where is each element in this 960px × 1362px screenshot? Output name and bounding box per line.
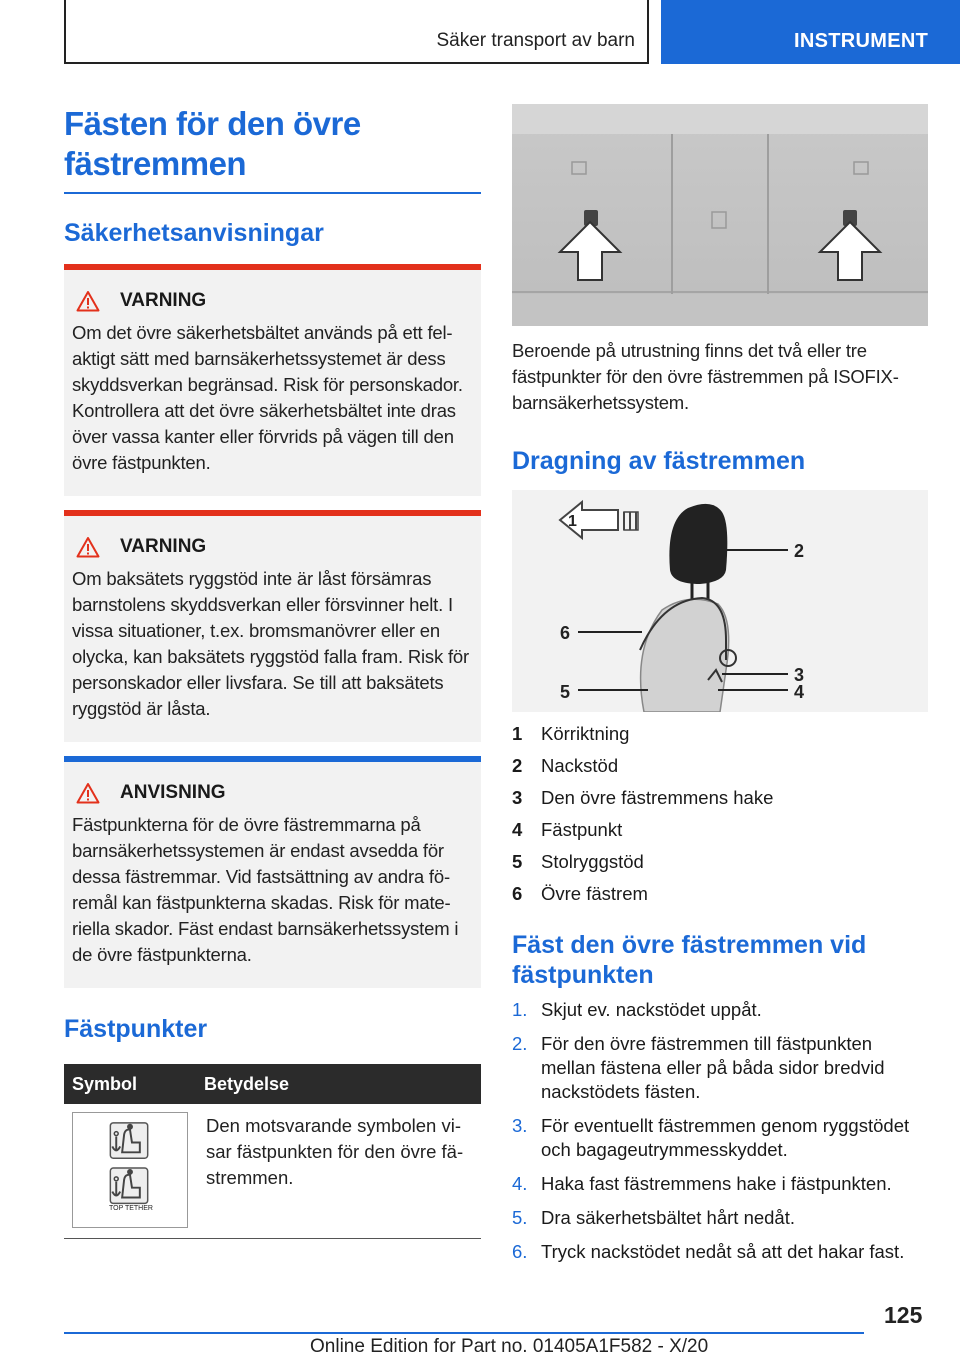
warning-box-1 — [64, 264, 481, 496]
left-column — [64, 104, 481, 1239]
warning-text: Om baksätets ryggstöd inte är låst försämras barnstolens skyddsverkan eller försvinner helt. I vissa situationer, t.ex. bromsmanövrer eller en olycka, kan baksätets ryggstöd falla fram. Risk för personskador eller livsfara. Se till att baksätets ryggstöd är låsta. — [72, 568, 469, 719]
warning-text: Om det övre säkerhetsbältet används på ett felaktigt sätt med barnsäkerhetssystemet är dess skyddsverkan begränsad. Risk för personskador. Kontrollera att det övre säkerhetsbältet inte dras över vassa kanter eller förvrids på vägen till den övre fästpunkten. — [72, 322, 463, 473]
header-section-title: Säker transport av barn — [436, 30, 635, 51]
routing-diagram — [512, 490, 928, 712]
table-header-symbol: Symbol — [64, 1064, 196, 1104]
callout-4: 4 — [794, 682, 805, 702]
symbol-table — [64, 1064, 481, 1239]
callout-5: 5 — [560, 682, 571, 702]
legend-item: 1 Körriktning — [512, 723, 630, 744]
legend-item: 3 Den övre fästremmens hake — [512, 787, 774, 808]
step-item: 2. För den övre fästremmen till fästpunkten mellan fästena eller på båda sidor bredvid nackstödets fästen. — [512, 1033, 885, 1102]
child-seat-anchor-icon — [72, 1112, 188, 1228]
callout-1: 1 — [568, 513, 577, 530]
warning-triangle-icon — [76, 536, 100, 558]
footer-edition: Online Edition for Part no. 01405A1F582 - X/20 — [310, 1336, 709, 1357]
step-item: 3. För eventuellt fästremmen genom ryggstödet och bagageutrymmesskyddet. — [512, 1115, 910, 1160]
warning-box-2 — [64, 510, 481, 742]
page-title: Fästen för den övre fästremmen — [64, 105, 361, 182]
step-item: 6. Tryck nackstödet nedåt så att det hakar fast. — [512, 1241, 905, 1262]
warning-label: VARNING — [120, 536, 207, 557]
table-header-meaning: Betydelse — [196, 1064, 481, 1104]
legend-item: 6 Övre fästrem — [512, 883, 648, 904]
symbol-caption: TOP TETHER — [109, 1205, 153, 1212]
routing-heading: Dragning av fästremmen — [512, 447, 806, 475]
step-item: 5. Dra säkerhetsbältet hårt nedåt. — [512, 1207, 796, 1228]
callout-6: 6 — [560, 623, 571, 643]
anchors-heading: Fästpunkter — [64, 1015, 208, 1043]
page-number: 125 — [884, 1302, 923, 1328]
photo-caption: Beroende på utrustning finns det två eller tre fästpunkter för den övre fästremmen på ISOFIX-barnsäkerhetssystem. — [512, 340, 899, 413]
anchor-photo — [512, 104, 928, 326]
right-column — [512, 104, 928, 1274]
footer-divider — [64, 1332, 864, 1334]
table-meaning-cell: Den motsvarande symbolen visar fästpunkten för den övre fästremmen. — [196, 1104, 481, 1239]
legend-item: 2 Nackstöd — [512, 755, 619, 776]
header-section-tab — [64, 0, 649, 64]
step-item: 1. Skjut ev. nackstödet uppåt. — [512, 999, 762, 1020]
notice-text: Fästpunkterna för de övre fästremmarna på barnsäkerhetssystemen är endast avsedda för dessa fästremmar. Vid fastsättning av andra föremål kan fästpunkterna skadas. Risk för materiella skador. Fäst endast barnsäkerhetssystem i de övre fästpunkterna. — [72, 814, 459, 965]
step-item: 4. Haka fast fästremmens hake i fästpunkten. — [512, 1173, 892, 1194]
table-row — [64, 1104, 481, 1239]
warning-triangle-icon — [76, 782, 100, 804]
title-divider — [64, 192, 481, 194]
legend-list — [512, 718, 928, 910]
legend-item: 4 Fästpunkt — [512, 819, 623, 840]
callout-3: 3 — [794, 665, 805, 685]
warning-label: VARNING — [120, 290, 207, 311]
notice-box — [64, 756, 481, 988]
legend-item: 5 Stolryggstöd — [512, 851, 644, 872]
attach-heading: Fäst den övre fästremmen vid fästpunkten — [512, 931, 867, 989]
notice-label: ANVISNING — [120, 782, 226, 803]
header-chapter-title: INSTRUMENT — [794, 30, 929, 52]
callout-2: 2 — [794, 541, 805, 561]
steps-list — [512, 998, 928, 1264]
warning-triangle-icon — [76, 290, 100, 312]
header-chapter-tab[interactable] — [661, 0, 960, 64]
safety-heading: Säkerhetsanvisningar — [64, 219, 324, 247]
